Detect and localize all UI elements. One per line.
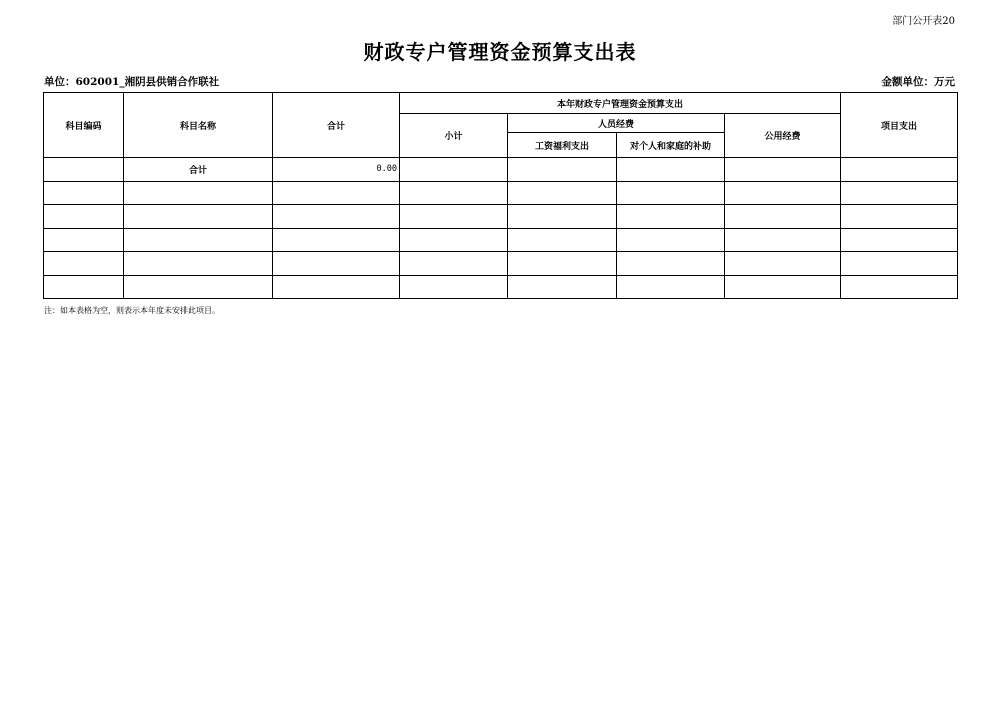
cell-wage [508, 228, 617, 252]
table-row [44, 252, 958, 276]
table-row [44, 205, 958, 229]
cell-name [124, 252, 273, 276]
cell-project [841, 252, 958, 276]
cell-code [44, 228, 124, 252]
cell-name: 合计 [124, 158, 273, 182]
header-subsidy: 对个人和家庭的补助 [617, 133, 725, 158]
header-personnel: 人员经费 [508, 114, 725, 133]
cell-wage [508, 275, 617, 299]
header-public: 公用经费 [725, 114, 841, 158]
cell-wage [508, 205, 617, 229]
cell-subsidy [617, 228, 725, 252]
cell-public [725, 228, 841, 252]
cell-subsidy [617, 205, 725, 229]
cell-public [725, 205, 841, 229]
cell-subtotal [400, 205, 508, 229]
cell-project [841, 228, 958, 252]
cell-name [124, 228, 273, 252]
cell-total [273, 205, 400, 229]
cell-wage [508, 181, 617, 205]
cell-subsidy [617, 158, 725, 182]
unit-label: 单位：602001_湘阴县供销合作联社 [44, 76, 220, 88]
footnote: 注：如本表格为空，则表示本年度未安排此项目。 [44, 306, 220, 315]
table-row [44, 228, 958, 252]
cell-subsidy [617, 181, 725, 205]
cell-subsidy [617, 275, 725, 299]
cell-code [44, 275, 124, 299]
cell-name [124, 181, 273, 205]
cell-subtotal [400, 275, 508, 299]
cell-total: 0.00 [273, 158, 400, 182]
cell-subtotal [400, 158, 508, 182]
cell-project [841, 158, 958, 182]
cell-code [44, 205, 124, 229]
cell-name [124, 205, 273, 229]
cell-subsidy [617, 252, 725, 276]
header-total: 合计 [273, 93, 400, 158]
cell-total [273, 275, 400, 299]
cell-code [44, 158, 124, 182]
cell-total [273, 228, 400, 252]
cell-subtotal [400, 181, 508, 205]
header-name: 科目名称 [124, 93, 273, 158]
form-number: 部门公开表20 [892, 16, 955, 27]
cell-subtotal [400, 228, 508, 252]
table-row [44, 158, 958, 182]
cell-wage [508, 158, 617, 182]
cell-project [841, 181, 958, 205]
header-group: 本年财政专户管理资金预算支出 [400, 93, 841, 114]
cell-public [725, 252, 841, 276]
table-row [44, 181, 958, 205]
cell-wage [508, 252, 617, 276]
cell-code [44, 252, 124, 276]
cell-public [725, 158, 841, 182]
cell-project [841, 275, 958, 299]
table-row [44, 275, 958, 299]
header-code: 科目编码 [44, 93, 124, 158]
header-subtotal: 小计 [400, 114, 508, 158]
header-project: 项目支出 [841, 93, 958, 158]
budget-table [43, 92, 958, 299]
amount-unit-label: 金额单位：万元 [881, 76, 955, 88]
page-title: 财政专户管理资金预算支出表 [363, 40, 637, 64]
cell-project [841, 205, 958, 229]
cell-public [725, 275, 841, 299]
cell-public [725, 181, 841, 205]
cell-total [273, 181, 400, 205]
cell-total [273, 252, 400, 276]
header-wage: 工资福利支出 [508, 133, 617, 158]
cell-code [44, 181, 124, 205]
cell-subtotal [400, 252, 508, 276]
cell-name [124, 275, 273, 299]
